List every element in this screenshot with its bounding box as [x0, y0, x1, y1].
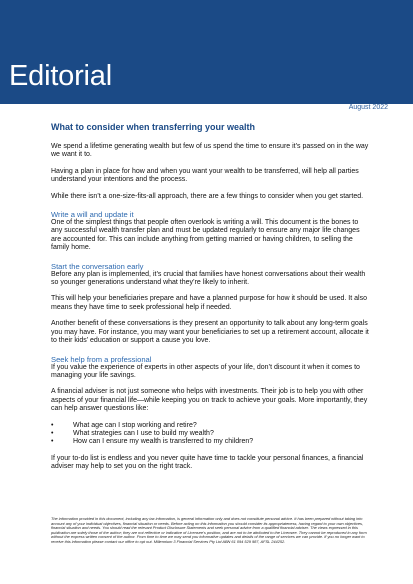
section-paragraph: One of the simplest things that people often overlook is writing a will. This document is the bones to any successful wealth transfer plan and must be updated regularly to ensure any major life changes are accounted for. This can include anything from getting married or having children, to selling the family home.	[51, 219, 360, 252]
section-paragraph: Another benefit of these conversations is they present an opportunity to talk about any long-term goals you may have. For instance, you may want your beneficiaries to set up a retirement account, allocate it to their kids’ education or support a cause you love.	[51, 320, 369, 345]
list-item-text: What age can I stop working and retire?	[73, 421, 197, 429]
section-paragraph: This will help your beneficiaries prepare and have a planned purpose for how it should be used. It also means they have time to seek professional help if needed.	[51, 295, 367, 311]
section-paragraph: If you value the experience of experts in other aspects of your life, don’t discount it when it comes to managing your life savings.	[51, 363, 360, 379]
list-item	[51, 438, 369, 446]
section-paragraph: A financial adviser is not just someone who helps with investments. Their job is to help you with other aspects of your financial life—while keeping you on track to achieve your goals. More importantly, they can help answer questions like:	[51, 388, 368, 413]
legal-disclaimer: The information provided in this document, including any tax information, is general information only and does not constitute personal advice. It has been prepared without taking into account any of your individual objectives, financial situation or needs. Before acting on this information you should consider its appropriateness, having regard to your own objectives, financial situation and needs. You should read the relevant Product Disclosure Statements and seek personal advice from a qualified financial adviser. The views expressed in this publication are solely those of the author; they are not reflective or indicative of Licensee’s position, and are not to be attributed to the Licensee. They cannot be reproduced in any form without the express written consent of the author. From time to time we may send you informative updates and details of the range of services we can provide. If you no longer want to receive this information please contact our office to opt out. Millennium 3 Financial Services Pty Ltd ABN 61 094 529 987, AFSL 244252.	[51, 516, 367, 544]
section-heading-professional: Seek help from a professional	[51, 354, 152, 364]
section-paragraph: Before any plan is implemented, it’s crucial that families have honest conversations about their wealth so younger generations understand what they’re likely to inherit.	[51, 270, 366, 287]
intro-paragraph: While there isn’t a one-size-fits-all approach, there are a few things to consider when you get started.	[51, 192, 364, 200]
bullet-icon: •	[51, 429, 54, 437]
questions-list	[51, 422, 369, 447]
list-item-text: What strategies can I use to build my wealth?	[73, 429, 214, 437]
list-item	[51, 422, 369, 430]
issue-date: August 2022	[348, 104, 388, 111]
closing-paragraph: If your to-do list is endless and you never quite have time to tackle your personal finances, a financial adviser may help to set you on the right track.	[51, 454, 364, 471]
editorial-banner	[0, 0, 413, 104]
list-item	[51, 430, 369, 438]
bullet-icon: •	[51, 421, 54, 429]
section-heading-conversation: Start the conversation early	[51, 261, 144, 271]
banner-title: Editorial	[9, 60, 112, 92]
article-heading: What to consider when transferring your wealth	[51, 122, 256, 132]
intro-paragraph: We spend a lifetime generating wealth but few of us spend the time to ensure it’s passed on in the way we want it to.	[51, 143, 369, 159]
bullet-icon: •	[51, 438, 54, 446]
section-heading-will: Write a will and update it	[51, 210, 134, 220]
article-body	[51, 122, 369, 472]
intro-paragraph: Having a plan in place for how and when you want your wealth to be transferred, will help all parties understand your intentions and the process.	[51, 167, 359, 184]
list-item-text: How can I ensure my wealth is transferred to my children?	[73, 438, 254, 446]
